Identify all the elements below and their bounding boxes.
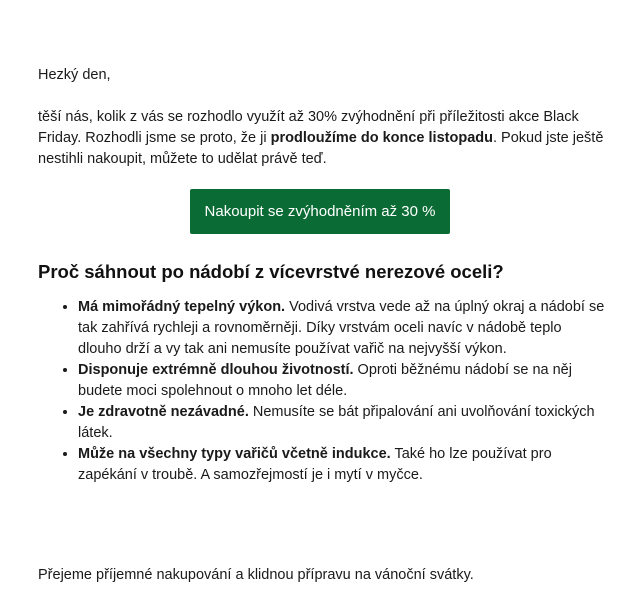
intro-text-end: . Pokud jste ještě nestihli nakoupit, můžete to udělat právě teď. xyxy=(38,130,604,167)
list-item xyxy=(78,297,608,360)
list-item xyxy=(78,402,608,444)
list-item xyxy=(78,360,608,402)
benefit-title: Může na všechny typy vařičů včetně indukce. xyxy=(78,446,391,462)
greeting-text: Hezký den, xyxy=(38,67,111,83)
intro-text-start: těší nás, kolik z vás se rozhodlo využít až 30% zvýhodnění při příležitosti akce Black Friday. Rozhodli jsme se proto, že ji xyxy=(38,109,579,146)
benefit-text: Vodivá vrstva vede až na úplný okraj a nádobí se tak zahřívá rychleji a rovnoměrněji. Díky vrstvám oceli navíc v nádobě teplo dlouho drží a vy tak ani nemusíte používat vařič na nejvyšší výkon. xyxy=(78,299,605,357)
shop-discount-button[interactable]: Nakoupit se zvýhodněním až 30 % xyxy=(190,189,450,234)
intro-highlight: prodloužíme do konce listopadu xyxy=(270,130,493,146)
list-item xyxy=(78,444,608,486)
benefit-text: Oproti běžnému nádobí se na něj budete moci spolehnout o mnoho let déle. xyxy=(78,362,572,399)
benefits-list xyxy=(38,297,608,486)
cta-container xyxy=(190,189,450,234)
intro-paragraph xyxy=(38,107,608,170)
benefit-title: Disponuje extrémně dlouhou životností. xyxy=(78,362,354,378)
benefit-text: Nemusíte se bát připalování ani uvolňování toxických látek. xyxy=(78,404,595,441)
benefit-title: Má mimořádný tepelný výkon. xyxy=(78,299,286,315)
benefits-heading: Proč sáhnout po nádobí z vícevrstvé nerezové oceli? xyxy=(38,261,504,282)
closing-text: Přejeme příjemné nakupování a klidnou přípravu na vánoční svátky. xyxy=(38,567,474,583)
benefit-title: Je zdravotně nezávadné. xyxy=(78,404,249,420)
benefit-text: Také ho lze používat pro zapékání v troubě. A samozřejmostí je i mytí v myčce. xyxy=(78,446,552,483)
